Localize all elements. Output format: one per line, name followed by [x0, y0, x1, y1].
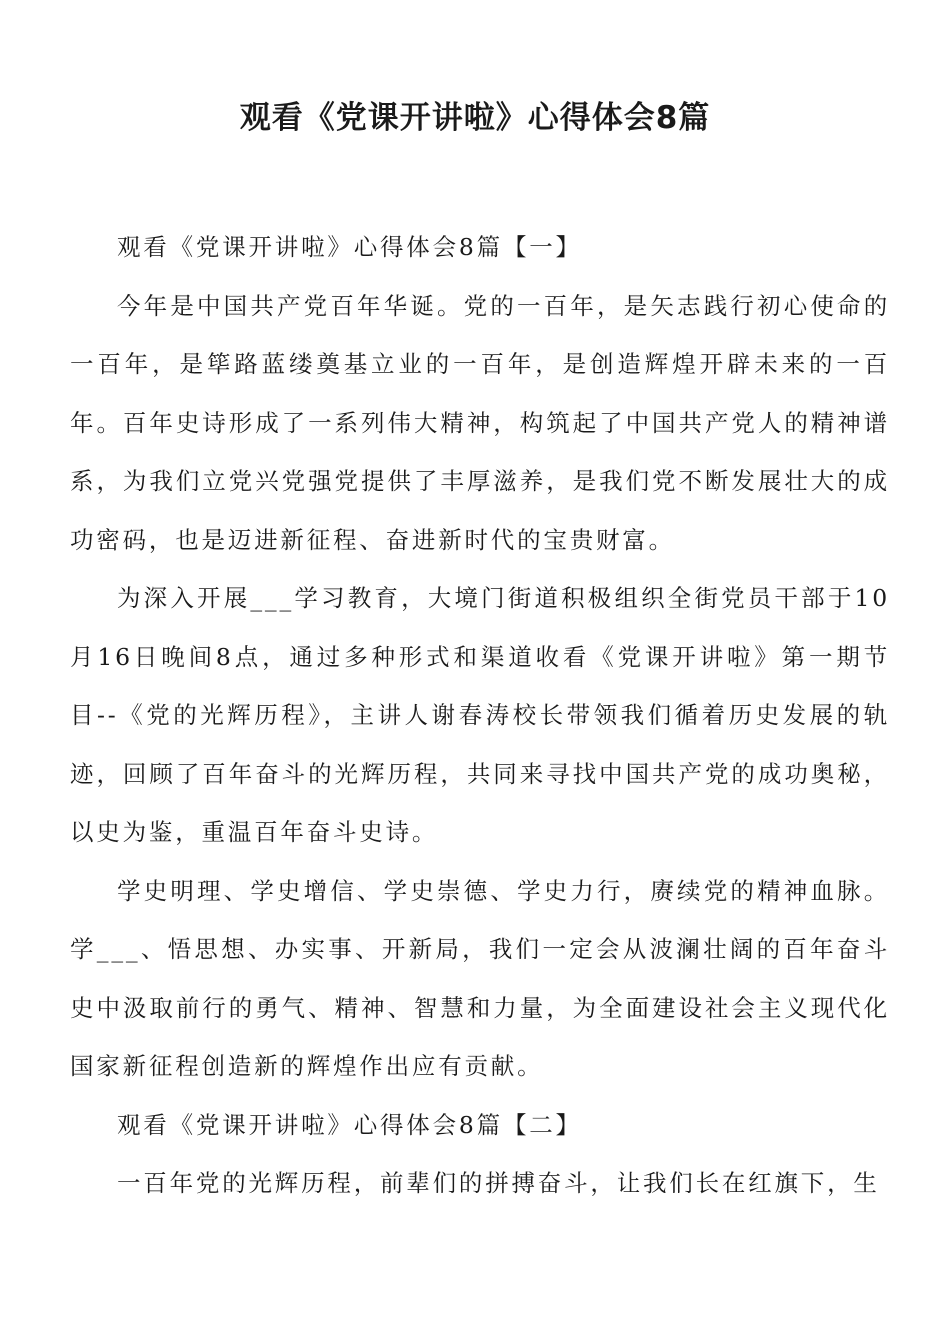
document-body: [70, 218, 890, 1213]
paragraph: 学史明理、学史增信、学史崇德、学史力行，赓续党的精神血脉。学___、悟思想、办实事、开新局，我们一定会从波澜壮阔的百年奋斗史中汲取前行的勇气、精神、智慧和力量，为全面建设社会主义现代化国家新征程创造新的辉煌作出应有贡献。: [70, 876, 890, 1080]
section-heading-1: 观看《党课开讲啦》心得体会8篇【一】: [117, 233, 582, 261]
paragraph: 今年是中国共产党百年华诞。党的一百年，是矢志践行初心使命的一百年，是筚路蓝缕奠基立业的一百年，是创造辉煌开辟未来的一百年。百年史诗形成了一系列伟大精神，构筑起了中国共产党人的精神谱系，为我们立党兴党强党提供了丰厚滋养，是我们党不断发展壮大的成功密码，也是迈进新征程、奋进新时代的宝贵财富。: [70, 291, 890, 554]
section-heading-2: 观看《党课开讲啦》心得体会8篇【二】: [117, 1110, 582, 1139]
paragraph: 为深入开展___学习教育，大境门街道积极组织全街党员干部于10月16日晚间8点，通过多种形式和渠道收看《党课开讲啦》第一期节目--《党的光辉历程》，主讲人谢春涛校长带领我们循着历史发展的轨迹，回顾了百年奋斗的光辉历程，共同来寻找中国共产党的成功奥秘，以史为鉴，重温百年奋斗史诗。: [70, 584, 890, 846]
document-title: 观看《党课开讲啦》心得体会8篇: [239, 100, 711, 136]
paragraph: 一百年党的光辉历程，前辈们的拼搏奋斗，让我们长在红旗下，生: [117, 1169, 880, 1197]
